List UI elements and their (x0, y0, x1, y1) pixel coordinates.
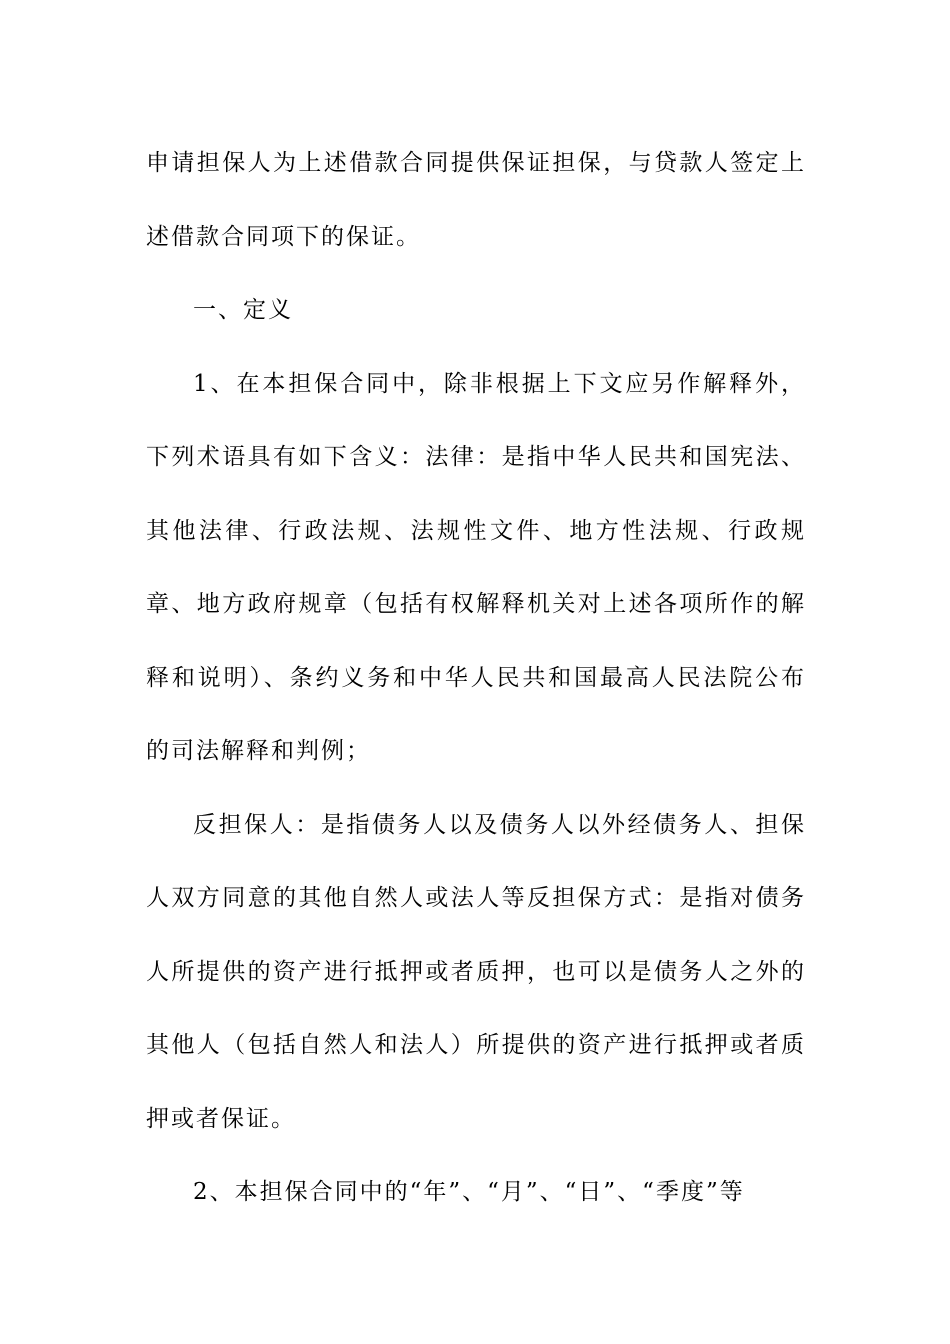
paragraph-clause-1: 1、在本担保合同中，除非根据上下文应另作解释外，下列术语具有如下含义：法律：是指中华人民共和国宪法、其他法律、行政法规、法规性文件、地方性法规、行政规章、地方政府规章（包括有权解释机关对上述各项所作的解释和说明）、条约义务和中华人民共和国最高人民法院公布的司法解释和判例； (146, 370, 806, 764)
document-body (146, 127, 806, 1230)
paragraph-counter-guarantor: 反担保人：是指债务人以及债务人以外经债务人、担保人双方同意的其他自然人或法人等反担保方式：是指对债务人所提供的资产进行抵押或者质押，也可以是债务人之外的其他人（包括自然人和法人）所提供的资产进行抵押或者质押或者保证。 (146, 811, 806, 1132)
paragraph-clause-2: 2、本担保合同中的“年”、“月”、“日”、“季度”等 (193, 1179, 745, 1205)
section-heading-definitions: 一、定义 (193, 297, 293, 323)
paragraph-continuation: 申请担保人为上述借款合同提供保证担保，与贷款人签定上述借款合同项下的保证。 (146, 150, 806, 250)
